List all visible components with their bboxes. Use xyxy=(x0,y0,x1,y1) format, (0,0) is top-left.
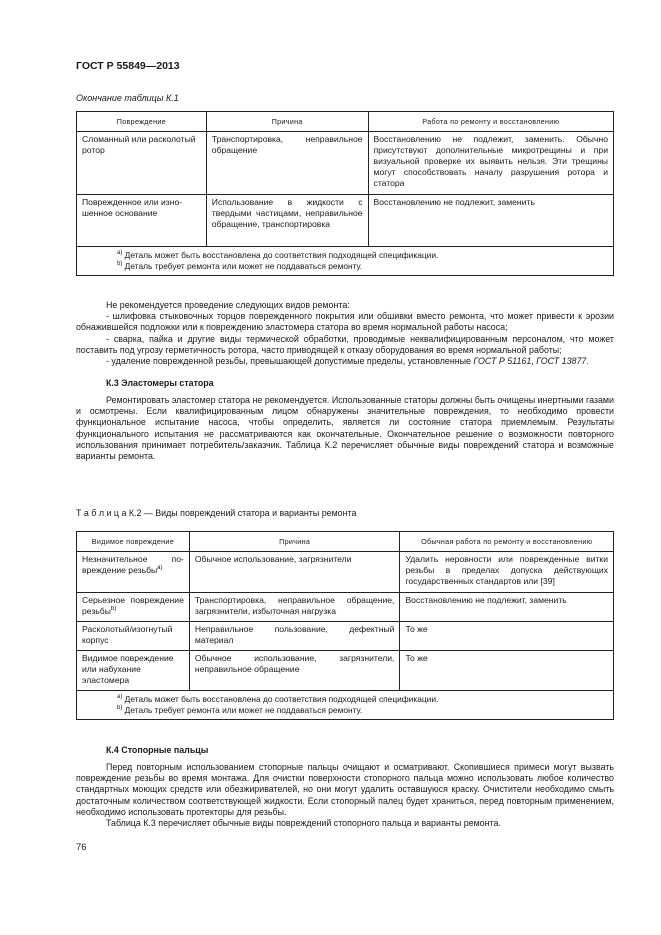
standard-ref: ГОСТ Р 51161 xyxy=(473,356,532,367)
footnotes-cell xyxy=(77,691,614,720)
table-cell: Восстановлению не подлежит, заменить xyxy=(368,195,613,247)
footnotes-cell xyxy=(77,247,614,276)
table-row xyxy=(77,622,614,651)
table1 xyxy=(76,111,614,276)
footnote-mark: b) xyxy=(117,705,123,712)
table-cell: Расколотый/изогнутый корпус xyxy=(77,622,190,651)
table-cell: То же xyxy=(400,622,614,651)
paragraph: Ремонтировать эластомер статора не рекомендуется. Использованные статоры должны быть очищены инертными газами и осмотрены. Если квалифицированным лицом обнаружены значительные повреждения, то необходимо провести функциональное испытание насоса, чтобы определить, является ли состояние статора приемлемым. Результаты функционального испытания не рассматриваются как окончательные. Окончательное решение о возможности повторного использования принимает потребитель/заказчик. Таблица К.2 перечисляет обычные виды повреждений статора и возможные варианты ремонта. xyxy=(76,395,614,462)
section-k3-text xyxy=(76,395,614,462)
footnote-a xyxy=(117,694,608,705)
footnote-text: Деталь требует ремонта или может не поддаваться ремонту. xyxy=(124,705,363,715)
table1-col-damage: Повреждение xyxy=(77,112,207,132)
table2-caption: Т а б л и ц а К.2 — Виды повреждений статора и варианты ремонта xyxy=(76,508,357,518)
footnote-b xyxy=(117,705,608,716)
table2-footnotes xyxy=(77,691,614,720)
table1-col-repair: Работа по ремонту и восстановлению xyxy=(368,112,613,132)
table-row xyxy=(77,195,614,247)
list-item: - сварка, пайка и другие виды термической обработки, проводимые неквалифицированным персоналом, что может поставить под угрозу герметичность ротора, часто приводящей к отказу оборудования во время нормальной работы; xyxy=(76,333,614,355)
cell-text: Незначительное повреждение резьбы xyxy=(82,554,184,575)
footnote-text: Деталь требует ремонта или может не поддаваться ремонту. xyxy=(124,261,363,271)
paragraph: Не рекомендуется проведение следующих видов ремонта: xyxy=(106,300,350,310)
footnote-mark: a) xyxy=(117,250,123,257)
footnote-text: Деталь может быть восстановлена до соответствия подходящей спецификации. xyxy=(124,250,439,260)
table2-col-cause: Причина xyxy=(189,532,400,552)
table-cell: Транспортировка, неправильное обращение, загрязнители, избыточная нагрузка xyxy=(189,593,400,622)
footnote-b xyxy=(117,261,608,272)
table-cell: Сломанный или расколотый ротор xyxy=(77,132,207,195)
cell-text: Серьезное повреждение резьбы xyxy=(82,595,184,616)
page-number: 76 xyxy=(76,842,87,853)
table2-header-row xyxy=(77,532,614,552)
table-cell: Удалить неровности или поврежденные витки резьбы в пределах допуска действующих государственных стандартов или [39] xyxy=(400,552,614,593)
footnote-a xyxy=(117,250,608,261)
table1-caption: Окончание таблицы К.1 xyxy=(76,93,179,103)
section-k3-title: К.3 Эластомеры статора xyxy=(106,378,214,388)
footnote-mark: a) xyxy=(117,694,123,701)
list-item: - шлифовка стыковочных торцов поврежденного покрытия или обшивки вместо ремонта, что может привести к эрозии обнажившейся подложки или к повреждению эластомера статора во время нормальной работы насоса; xyxy=(76,311,614,333)
list-item-text: - удаление поврежденной резьбы, превышающей допустимые пределы, установленные xyxy=(106,356,474,367)
paragraph: Перед повторным использованием стопорные пальцы очищают и осматривают. Скопившиеся примеси могут вызвать повреждение резьбы во время монтажа. Для очистки поверхности стопорного пальца можно использовать любое количество стандартных моющих средств или обезжиривателей, но они могут удалить оставшуюся краску. Очистители необходимо смыть достаточным количеством соответствующей жидкости. Если стопорный палец будет храниться, перед повторным применением, необходимо использовать протекторы для резьбы. xyxy=(76,762,614,817)
section-k4-title: К.4 Стопорные пальцы xyxy=(106,745,209,755)
table-cell xyxy=(77,593,190,622)
table-row xyxy=(77,132,614,195)
table-cell: Видимое повреждение или набухание эластомера xyxy=(77,651,190,691)
table-cell: Транспортировка, неправильное обращение xyxy=(206,132,368,195)
table-cell: То же xyxy=(400,651,614,691)
table1-col-cause: Причина xyxy=(206,112,368,132)
footnote-mark: b) xyxy=(117,261,123,268)
period: . xyxy=(586,356,589,367)
table-cell: Использование в жидкости с твердыми частицами, неправильное обращение, транспортировка xyxy=(206,195,368,247)
table1-header-row xyxy=(77,112,614,132)
section-k4-text xyxy=(76,762,614,829)
page-header: ГОСТ Р 55849—2013 xyxy=(76,60,180,72)
table-row xyxy=(77,593,614,622)
table-cell: Неправильное пользование, дефектный материал xyxy=(189,622,400,651)
table-cell: Восстановлению не подлежит, заменить xyxy=(400,593,614,622)
table-cell: Восстановлению не подлежит, заменить. Обычно присутствуют дополнительные микротрещины и при визуальной проверке их выявить нельзя. Эти трещины могут способствовать началу разрушения ротора и статора xyxy=(368,132,613,195)
table-cell: Обычное использование, загрязнители xyxy=(189,552,400,593)
table2 xyxy=(76,531,614,720)
list-item xyxy=(76,356,614,367)
footnote-mark: a) xyxy=(157,565,163,572)
paragraph: Таблица К.3 перечисляет обычные виды повреждений стопорного пальца и варианты ремонта. xyxy=(106,818,501,829)
standard-ref: ГОСТ 13877 xyxy=(536,356,587,367)
table2-col-repair: Обычная работа по ремонту и восстановлению xyxy=(400,532,614,552)
table-row xyxy=(77,552,614,593)
table1-footnotes xyxy=(77,247,614,276)
table-row xyxy=(77,651,614,691)
table-cell: Поврежденное или изношенное основание xyxy=(77,195,207,247)
footnote-text: Деталь может быть восстановлена до соответствия подходящей спецификации. xyxy=(124,694,439,704)
table-cell: Обычное использование, загрязнители, неправильное обращение xyxy=(189,651,400,691)
table-cell xyxy=(77,552,190,593)
table2-col-damage: Видимое повреждение xyxy=(77,532,190,552)
body-block-1 xyxy=(76,300,614,367)
footnote-mark: b) xyxy=(110,606,117,613)
separator: , xyxy=(531,356,537,367)
